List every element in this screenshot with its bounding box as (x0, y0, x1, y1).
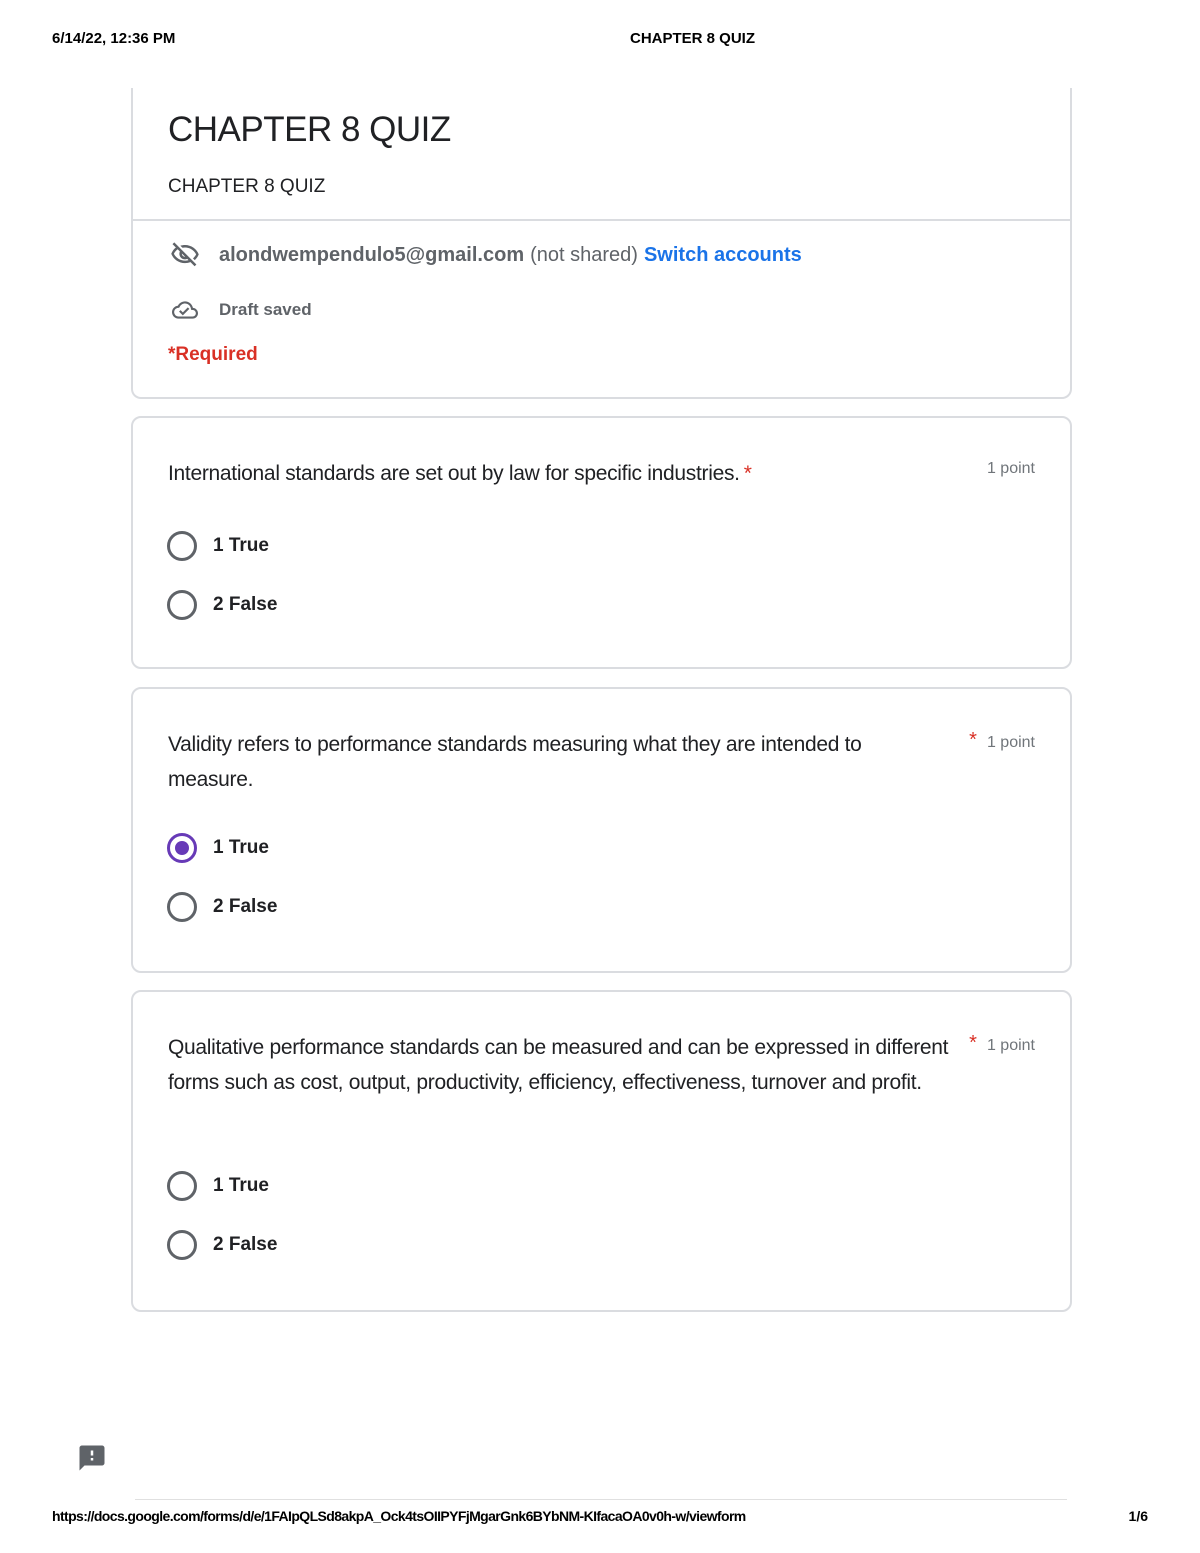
option-label: 2 False (213, 896, 278, 917)
form-description: CHAPTER 8 QUIZ (168, 176, 326, 197)
option-false[interactable] (167, 1228, 277, 1262)
question-card-2 (131, 687, 1072, 973)
option-true[interactable] (167, 831, 269, 865)
question-text-content: International standards are set out by law for specific industries. (168, 462, 740, 485)
draft-status-text: Draft saved (219, 300, 312, 319)
question-card-3 (131, 990, 1072, 1312)
required-asterisk: * (969, 1032, 977, 1054)
cloud-done-icon (168, 293, 202, 327)
eye-off-icon (168, 238, 202, 272)
not-shared-label: (not shared) (530, 243, 638, 266)
question-text: Validity refers to performance standards measuring what they are intended to measure. (168, 733, 862, 791)
radio-button[interactable] (167, 1171, 197, 1201)
points-label: 1 point (986, 460, 1035, 477)
radio-button[interactable] (167, 1230, 197, 1260)
option-label: 1 True (213, 1175, 269, 1196)
points-label: 1 point (986, 1036, 1035, 1054)
question-text: Qualitative performance standards can be measured and can be expressed in different forms such as cost, output, productivity, efficiency, effectiveness, turnover and profit. (168, 1036, 949, 1094)
option-label: 1 True (213, 535, 269, 556)
account-email: alondwempendulo5@gmail.com (219, 243, 525, 266)
print-datetime: 6/14/22, 12:36 PM (52, 30, 176, 47)
radio-button[interactable] (167, 590, 197, 620)
radio-button[interactable] (167, 892, 197, 922)
print-header (52, 30, 1148, 50)
question-points (987, 460, 1035, 478)
footer-divider (135, 1499, 1067, 1500)
form-title: CHAPTER 8 QUIZ (168, 110, 451, 149)
option-label: 2 False (213, 1234, 278, 1255)
option-true[interactable] (167, 1169, 269, 1203)
required-note: *Required (168, 344, 258, 365)
question-points (969, 731, 1035, 754)
required-asterisk: * (969, 729, 977, 751)
option-false[interactable] (167, 890, 277, 924)
option-false[interactable] (167, 588, 277, 622)
switch-accounts-link[interactable]: Switch accounts (643, 243, 802, 266)
form-header-card (131, 88, 1072, 399)
required-asterisk: * (743, 462, 752, 485)
header-divider (133, 219, 1070, 221)
account-row (168, 238, 802, 272)
print-url: https://docs.google.com/forms/d/e/1FAIpQLSd8akpA_Ock4tsOIIPYFjMgarGnk6BYbNM-KIfacaOA0v0h-w/viewform (52, 1508, 746, 1524)
page-number: 1/6 (1128, 1508, 1148, 1524)
option-true[interactable] (167, 529, 269, 563)
feedback-icon[interactable] (76, 1443, 108, 1473)
radio-button[interactable] (167, 531, 197, 561)
points-label: 1 point (986, 733, 1035, 751)
question-text (168, 456, 968, 491)
option-label: 1 True (213, 837, 269, 858)
print-footer (52, 1508, 1148, 1526)
radio-button-selected[interactable] (167, 833, 197, 863)
option-label: 2 False (213, 594, 278, 615)
draft-status-row (168, 293, 312, 327)
question-card-1 (131, 416, 1072, 669)
question-points (969, 1034, 1035, 1057)
print-title: CHAPTER 8 QUIZ (630, 30, 756, 47)
